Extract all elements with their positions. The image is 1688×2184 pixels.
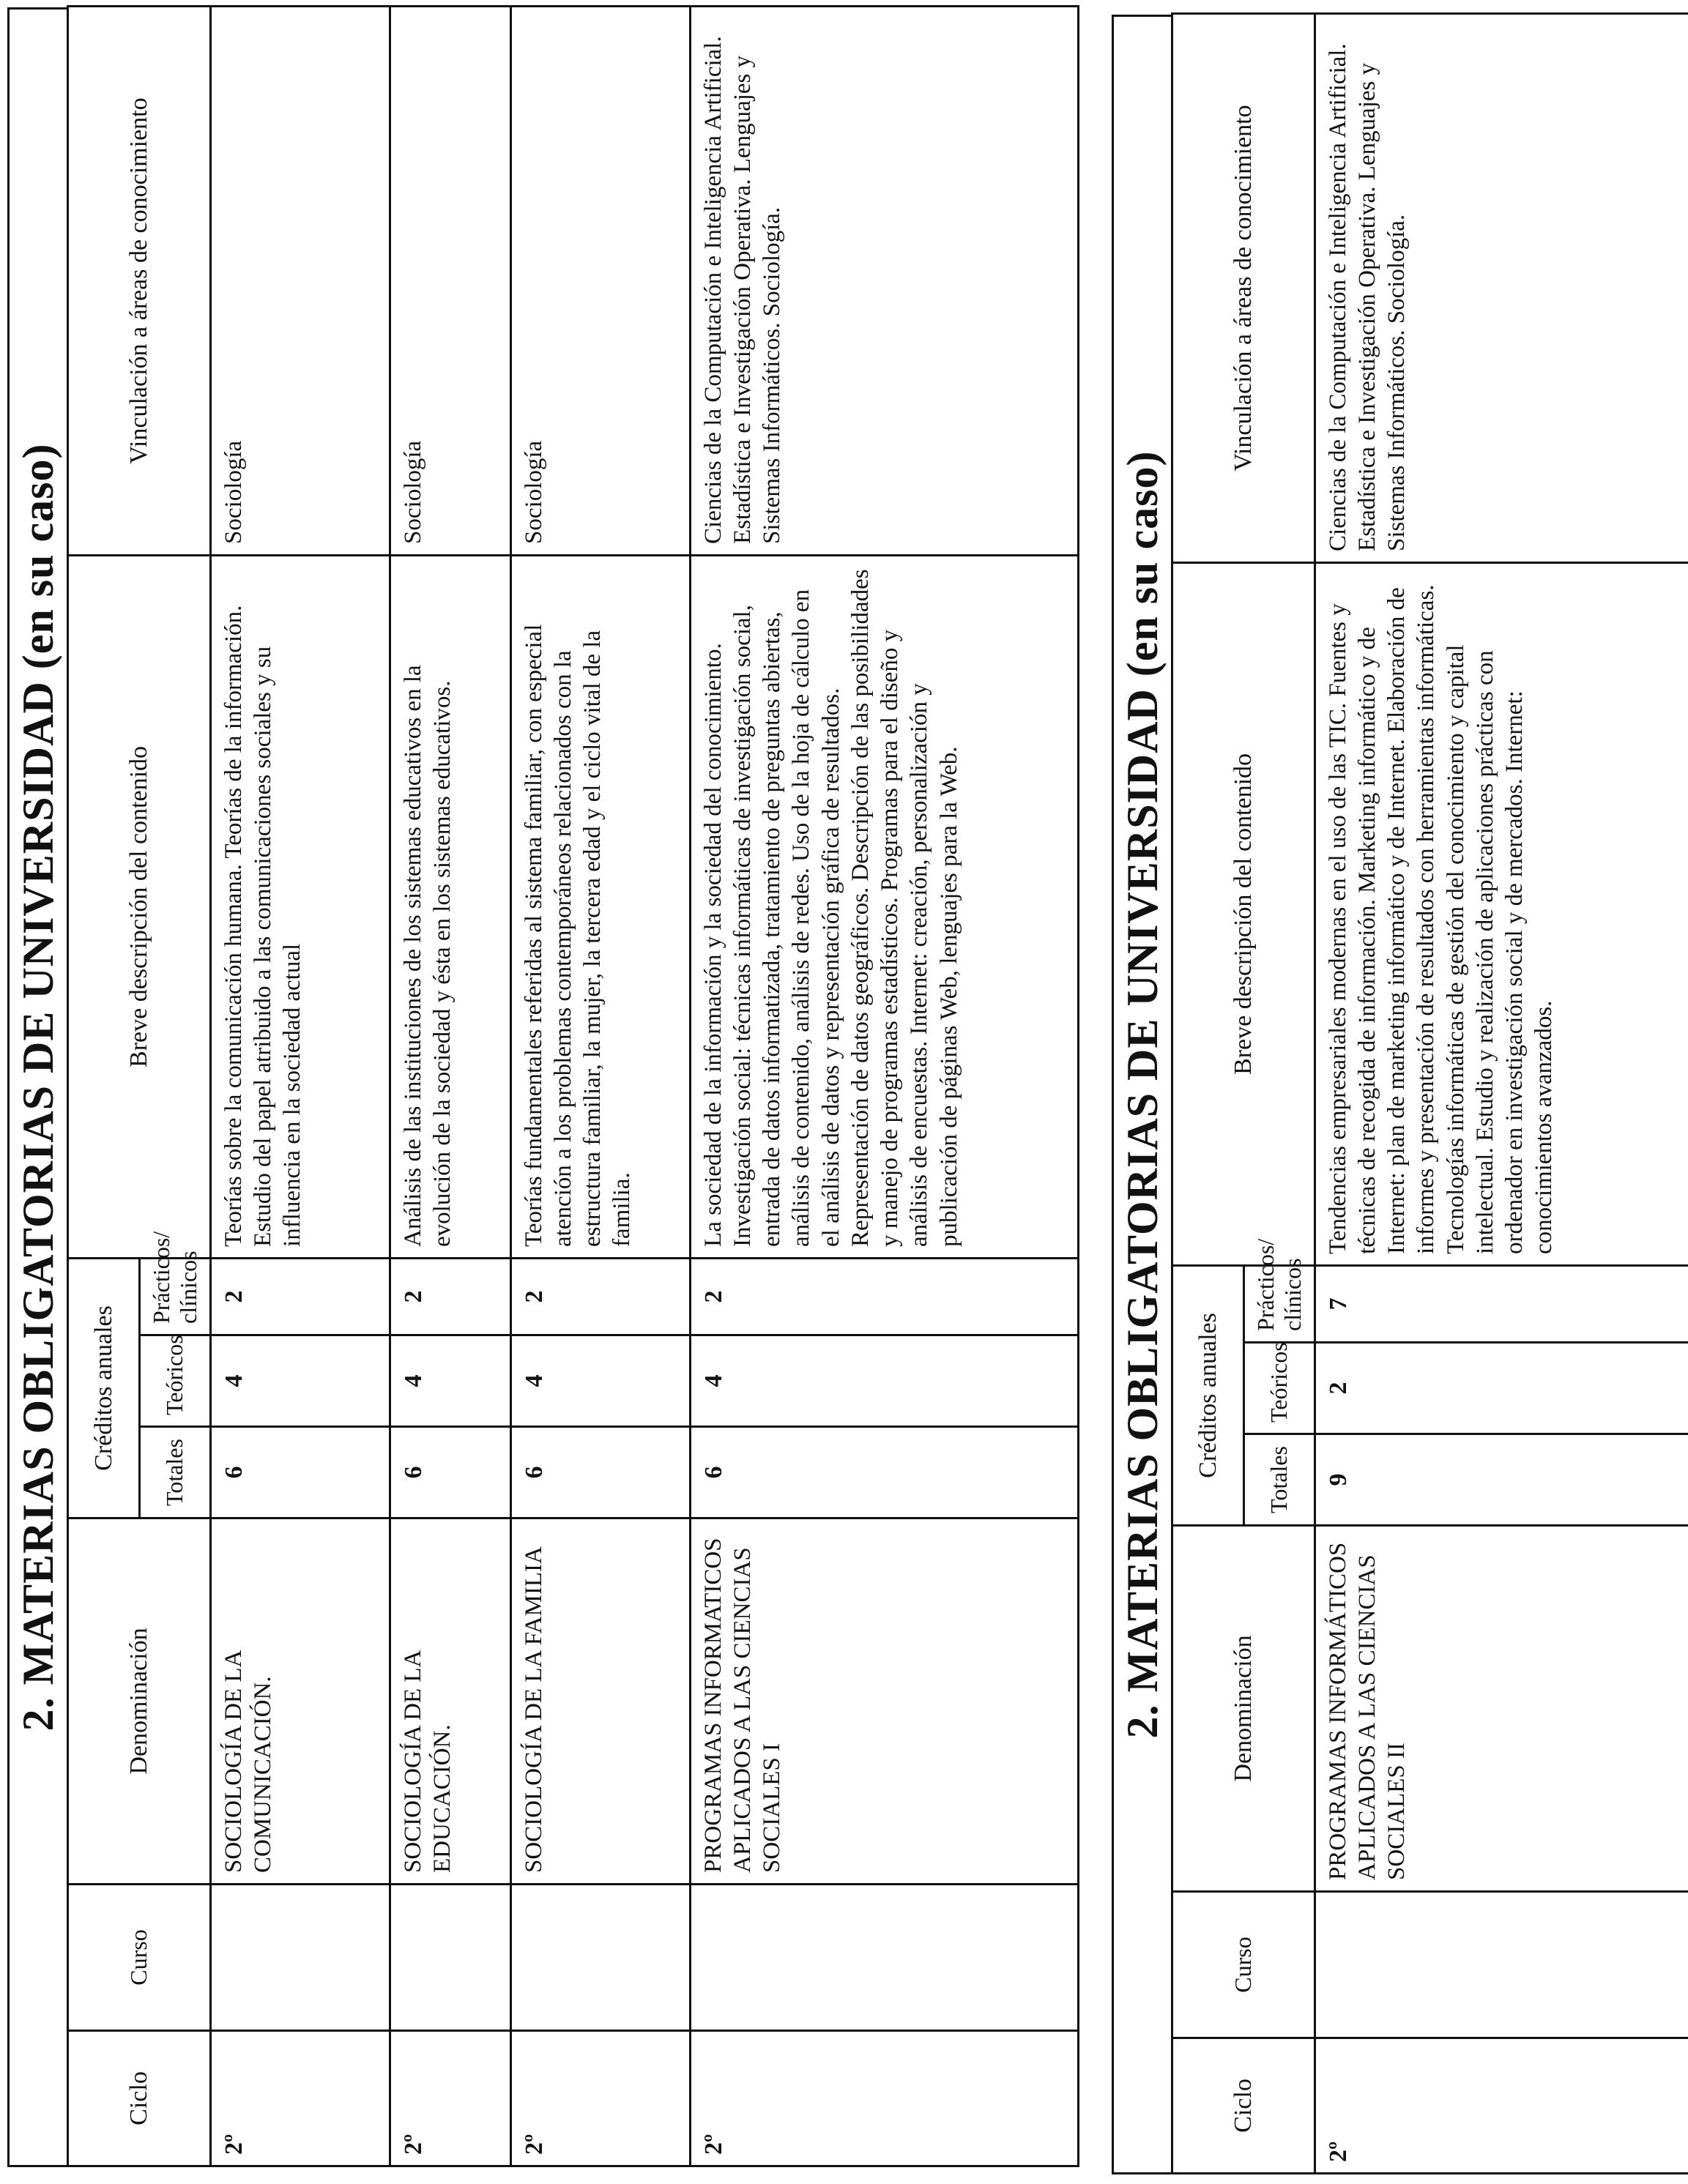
header-vinculacion: Vinculación a áreas de conocimiento (68, 6, 211, 555)
cell-descripcion: La sociedad de la información y la sociedad del conocimiento. Investigación social: técnicas informáticas de investigación social, entrada de datos informatizada, tratamiento de preguntas abiertas, análisis de contenido, análisis de redes. Uso de la hoja de cálculo en el análisis de datos y representación gráfica de resultados. Representación de datos geográficos. Descripción de las posibilidades y manejo de programas estadísticos. Programas para el diseño y análisis de encuestas. Internet: creación, personalización y publicación de páginas Web, lenguajes para la Web. (690, 555, 1078, 1258)
cell-curso (510, 1885, 690, 2031)
table-row (390, 6, 510, 2166)
cell-descripcion: Análisis de las instituciones de los sistemas educativos en la evolución de la sociedad y ésta en los sistemas educativos. (390, 555, 510, 1258)
table-row (690, 6, 1078, 2166)
cell-denominacion: SOCIOLOGÍA DE LA FAMILIA (510, 1518, 690, 1885)
cell-practicos: 2 (390, 1258, 510, 1335)
cell-ciclo: 2º (390, 2031, 510, 2166)
cell-curso (210, 1885, 390, 2031)
header-descripcion: Breve descripción del contenido (1172, 562, 1315, 1265)
header-denominacion: Denominación (1172, 1526, 1315, 1892)
cell-descripcion: Tendencias empresariales modernas en el uso de las TIC. Fuentes y técnicas de recogida de información. Marketing informático y de Internet: plan de marketing informático y de Internet. Elaboración de informes y presentación de resultados con herramientas informáticas. Tecnologías informáticas de gestión del conocimiento y capital intelectual. Estudio y realización de aplicaciones prácticas con ordenador en investigación social y de mercados. Internet: conocimientos avanzados. (1315, 562, 1688, 1265)
cell-ciclo: 2º (1315, 2038, 1688, 2174)
cell-practicos: 7 (1315, 1265, 1688, 1342)
table-block-1 (7, 7, 1068, 2167)
table-row (510, 6, 690, 2166)
cell-denominacion: PROGRAMAS INFORMÁTICOS APLICADOS A LAS CIENCIAS SOCIALES II (1315, 1526, 1688, 1892)
header-creditos: Créditos anuales (68, 1258, 140, 1518)
header-denominacion: Denominación (68, 1518, 211, 1885)
cell-totales: 6 (510, 1427, 690, 1518)
header-creditos: Créditos anuales (1172, 1265, 1244, 1525)
header-ciclo: Ciclo (1172, 2038, 1315, 2174)
cell-curso (690, 1885, 1078, 2031)
cell-denominacion: SOCIOLOGÍA DE LA EDUCACIÓN. (390, 1518, 510, 1885)
table-row (210, 6, 390, 2166)
cell-vinculacion: Ciencias de la Computación e Inteligencia Artificial. Estadística e Investigación Operativa. Lenguajes y Sistemas Informáticos. Sociología. (690, 6, 1078, 555)
cell-descripcion: Teorías sobre la comunicación humana. Teorías de la información. Estudio del papel atribuido a las comunicaciones sociales y su influencia en la sociedad actual (210, 555, 390, 1258)
header-teoricos: Teóricos (1244, 1343, 1315, 1434)
cell-totales: 6 (390, 1427, 510, 1518)
cell-ciclo: 2º (690, 2031, 1078, 2166)
cell-totales: 9 (1315, 1434, 1688, 1526)
cell-vinculacion: Sociología (210, 6, 390, 555)
header-curso: Curso (1172, 1892, 1315, 2038)
cell-teoricos: 2 (1315, 1343, 1688, 1434)
header-vinculacion: Vinculación a áreas de conocimiento (1172, 13, 1315, 562)
cell-denominacion: PROGRAMAS INFORMATICOS APLICADOS A LAS CIENCIAS SOCIALES I (690, 1518, 1078, 1885)
cell-teoricos: 4 (690, 1335, 1078, 1427)
table-block-2 (1112, 15, 1683, 2174)
cell-vinculacion: Sociología (390, 6, 510, 555)
cell-practicos: 2 (510, 1258, 690, 1335)
cell-descripcion: Teorías fundamentales referidas al sistema familiar, con especial atención a los problemas contemporáneos relacionados con la estructura familiar, la mujer, la tercera edad y el ciclo vital de la familia. (510, 555, 690, 1258)
cell-ciclo: 2º (210, 2031, 390, 2166)
header-teoricos: Teóricos (140, 1335, 211, 1427)
table-title: 2. MATERIAS OBLIGATORIAS DE UNIVERSIDAD (en su caso) (1112, 15, 1171, 2174)
cell-curso (1315, 1892, 1688, 2038)
header-curso: Curso (68, 1885, 211, 2031)
header-descripcion: Breve descripción del contenido (68, 555, 211, 1258)
header-practicos: Prácticos/ clínicos (1244, 1265, 1315, 1342)
header-totales: Totales (140, 1427, 211, 1518)
cell-ciclo: 2º (510, 2031, 690, 2166)
cell-totales: 6 (690, 1427, 1078, 1518)
subjects-table (1171, 12, 1688, 2174)
table-row (1315, 13, 1688, 2173)
cell-denominacion: SOCIOLOGÍA DE LA COMUNICACIÓN. (210, 1518, 390, 1885)
cell-vinculacion: Ciencias de la Computación e Inteligencia Artificial. Estadística e Investigación Operativa. Lenguajes y Sistemas Informáticos. Sociología. (1315, 13, 1688, 562)
cell-teoricos: 4 (390, 1335, 510, 1427)
cell-totales: 6 (210, 1427, 390, 1518)
cell-teoricos: 4 (210, 1335, 390, 1427)
cell-teoricos: 4 (510, 1335, 690, 1427)
cell-practicos: 2 (690, 1258, 1078, 1335)
header-practicos: Prácticos/ clínicos (140, 1258, 211, 1335)
subjects-table (67, 5, 1079, 2167)
header-totales: Totales (1244, 1434, 1315, 1526)
cell-vinculacion: Sociología (510, 6, 690, 555)
cell-practicos: 2 (210, 1258, 390, 1335)
header-ciclo: Ciclo (68, 2031, 211, 2166)
table-title: 2. MATERIAS OBLIGATORIAS DE UNIVERSIDAD (en su caso) (7, 7, 67, 2167)
cell-curso (390, 1885, 510, 2031)
